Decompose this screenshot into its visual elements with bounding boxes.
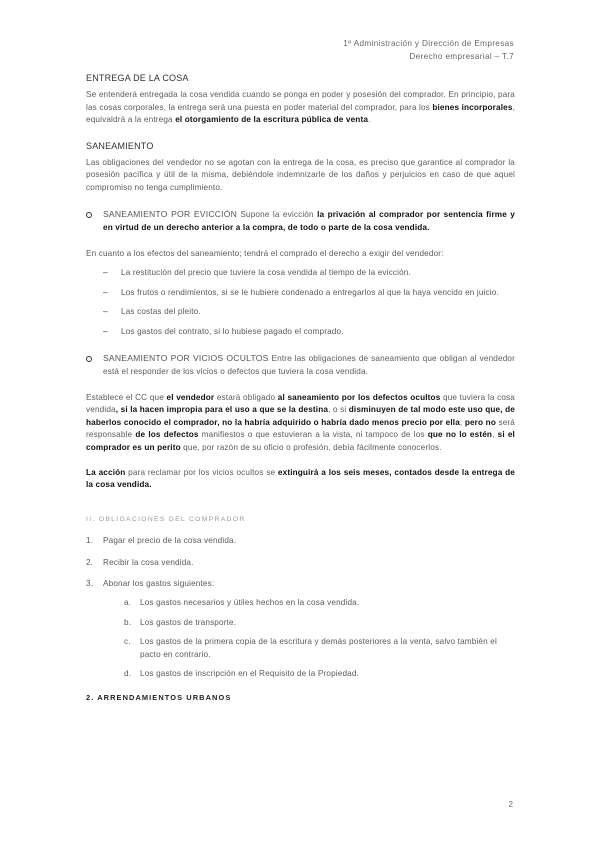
- bullet-lead: SANEAMIENTO POR EVICCIÓN: [103, 209, 238, 220]
- section-title-obligaciones: II. OBLIGACIONES DEL COMPRADOR: [86, 515, 246, 523]
- dash-bullet-icon: –: [103, 307, 108, 317]
- text-run: Se entenderá entregada la cosa vendida cuando se ponga en poder y posesión del comprador. En principio, para las cosas corporales, la entrega será una puesta en poder material del comprador, para los: [86, 90, 515, 112]
- list-item-text: Las costas del pleito.: [121, 307, 201, 317]
- section-title-arrendamientos: 2. ARRENDAMIENTOS URBANOS: [86, 693, 232, 703]
- text-run: , equivaldrá a la entrega: [86, 102, 515, 125]
- numbered-list: [86, 535, 515, 590]
- dash-bullet-icon: –: [103, 326, 108, 336]
- header-subject: Derecho empresarial – T.7: [409, 51, 514, 61]
- bold-run: que no lo estén: [427, 430, 493, 440]
- bold-run: , si la hacen impropia para el uso a que se la destina: [115, 405, 329, 415]
- text-run: Entre las obligaciones de saneamiento que obligan al vendedor está el responder de los vicios o defectos que tuviera la cosa vendida.: [103, 354, 515, 376]
- list-item: [124, 597, 515, 609]
- list-item: [103, 287, 515, 299]
- bold-run: La acción: [86, 467, 126, 477]
- list-item-text: Pagar el precio de la cosa vendida.: [103, 536, 237, 546]
- list-item-text: Los gastos de transporte.: [140, 617, 237, 627]
- list-letter: c.: [124, 637, 131, 647]
- list-item-text: Los gastos del contrato, si lo hubiese pagado el comprado.: [121, 326, 344, 336]
- bold-run: al saneamiento por los defectos ocultos: [277, 392, 441, 402]
- bullet-eviccion: [86, 208, 515, 234]
- list-item: [103, 306, 515, 318]
- paragraph-entrega: [86, 89, 515, 126]
- list-item-text: Abonar los gastos siguientes:: [103, 578, 215, 588]
- list-item: [103, 267, 515, 279]
- paragraph-saneamiento-intro: Las obligaciones del vendedor no se agotan con la entrega de la cosa, es preciso que garantice al comprador la posesión pacífica y útil de la misma, debiéndole indemnizarle de los daños y perjuicios en caso de que aquel compromiso no tenga cumplimiento.: [86, 158, 515, 192]
- text-run: que, por razón de su oficio o profesión, debía fácilmente conocerlos.: [180, 442, 442, 452]
- circle-bullet-icon: [86, 212, 92, 218]
- document-body: [86, 72, 515, 705]
- list-number: 2.: [86, 557, 94, 567]
- paragraph-accion: [86, 467, 515, 492]
- text-run: Supone la evicción: [237, 210, 318, 220]
- list-item-text: Los gastos necesarios y útiles hechos en la cosa vendida.: [140, 598, 360, 608]
- paragraph-efectos: En cuanto a los efectos del saneamiento; tendrá el comprado el derecho a exigir del vendedor:: [86, 249, 444, 259]
- list-letter: a.: [124, 598, 132, 608]
- list-item: [86, 578, 515, 590]
- bold-run: disminuyen de tal modo este uso que, de haberlos conocido el comprador, no la habría adquirido o habría dado menos precio por ella: [86, 405, 515, 427]
- list-item: [86, 557, 515, 569]
- text-run: para reclamar por los vicios ocultos se: [125, 467, 278, 477]
- lettered-list: [124, 597, 515, 680]
- list-item-text: La restitución del precio que tuviere la cosa vendida al tiempo de la evicción.: [121, 268, 411, 278]
- text-run: , o si: [328, 405, 349, 415]
- text-run: ,: [492, 430, 498, 440]
- bullet-lead: SANEAMIENTO POR VICIOS OCULTOS: [103, 353, 269, 364]
- text-run: Establece el CC que: [86, 392, 167, 402]
- list-item: [103, 326, 515, 338]
- dash-bullet-icon: –: [103, 268, 108, 278]
- text-run: .: [368, 115, 371, 125]
- list-item-text: Los frutos o rendimientos, si se le hubiere condenado a entregarlos al que la haya vencido en juicio.: [121, 287, 499, 297]
- dash-bullet-icon: –: [103, 287, 108, 297]
- bold-run: el vendedor: [166, 392, 215, 402]
- text-run: será responsable: [86, 417, 515, 440]
- paragraph-cc: [86, 392, 515, 454]
- list-letter: d.: [124, 669, 132, 678]
- list-item-text: Los gastos de la primera copia de la escritura y demás posteriores a la venta, salvo también el pacto en contrario.: [140, 637, 497, 659]
- bold-run: de los defectos: [135, 430, 199, 440]
- page-number: 2: [508, 800, 513, 809]
- bullet-vicios-ocultos: [86, 352, 515, 378]
- list-item: [124, 668, 515, 680]
- list-item: [124, 636, 515, 661]
- section-title-entrega: ENTREGA DE LA COSA: [86, 73, 189, 83]
- page-header: [343, 38, 514, 63]
- list-number: 3.: [86, 578, 94, 588]
- list-item-text: Los gastos de inscripción en el Requisito de la Propiedad.: [140, 669, 359, 678]
- bold-run: pero no: [464, 417, 496, 427]
- list-item-text: Recibir la cosa vendida.: [103, 557, 194, 567]
- list-item: [86, 535, 515, 547]
- bold-run: extinguirá a los seis meses, contados desde la entrega de la cosa vendida.: [86, 467, 515, 490]
- bold-run: bienes incorporales: [432, 102, 513, 112]
- text-run: estará obligado: [214, 392, 278, 402]
- section-title-saneamiento: SANEAMIENTO: [86, 140, 154, 151]
- header-course: 1º Administración y Dirección de Empresas: [343, 39, 514, 48]
- text-run: que tuviera la cosa vendida: [86, 392, 516, 415]
- bold-run: la privación al comprador por sentencia firme y en virtud de un derecho anterior a la compra, de todo o parte de la cosa vendida.: [103, 210, 515, 232]
- list-letter: b.: [124, 617, 132, 627]
- text-run: ;: [459, 417, 465, 427]
- text-run: manifiestos o que estuvieran a la vista, ni tampoco de los: [198, 430, 428, 440]
- dash-list: [103, 267, 515, 338]
- list-item: [124, 617, 515, 629]
- bold-run: el otorgamiento de la escritura pública de venta: [175, 115, 369, 125]
- circle-bullet-icon: [86, 356, 92, 362]
- list-number: 1.: [86, 536, 94, 546]
- bold-run: si el comprador es un perito: [86, 430, 515, 452]
